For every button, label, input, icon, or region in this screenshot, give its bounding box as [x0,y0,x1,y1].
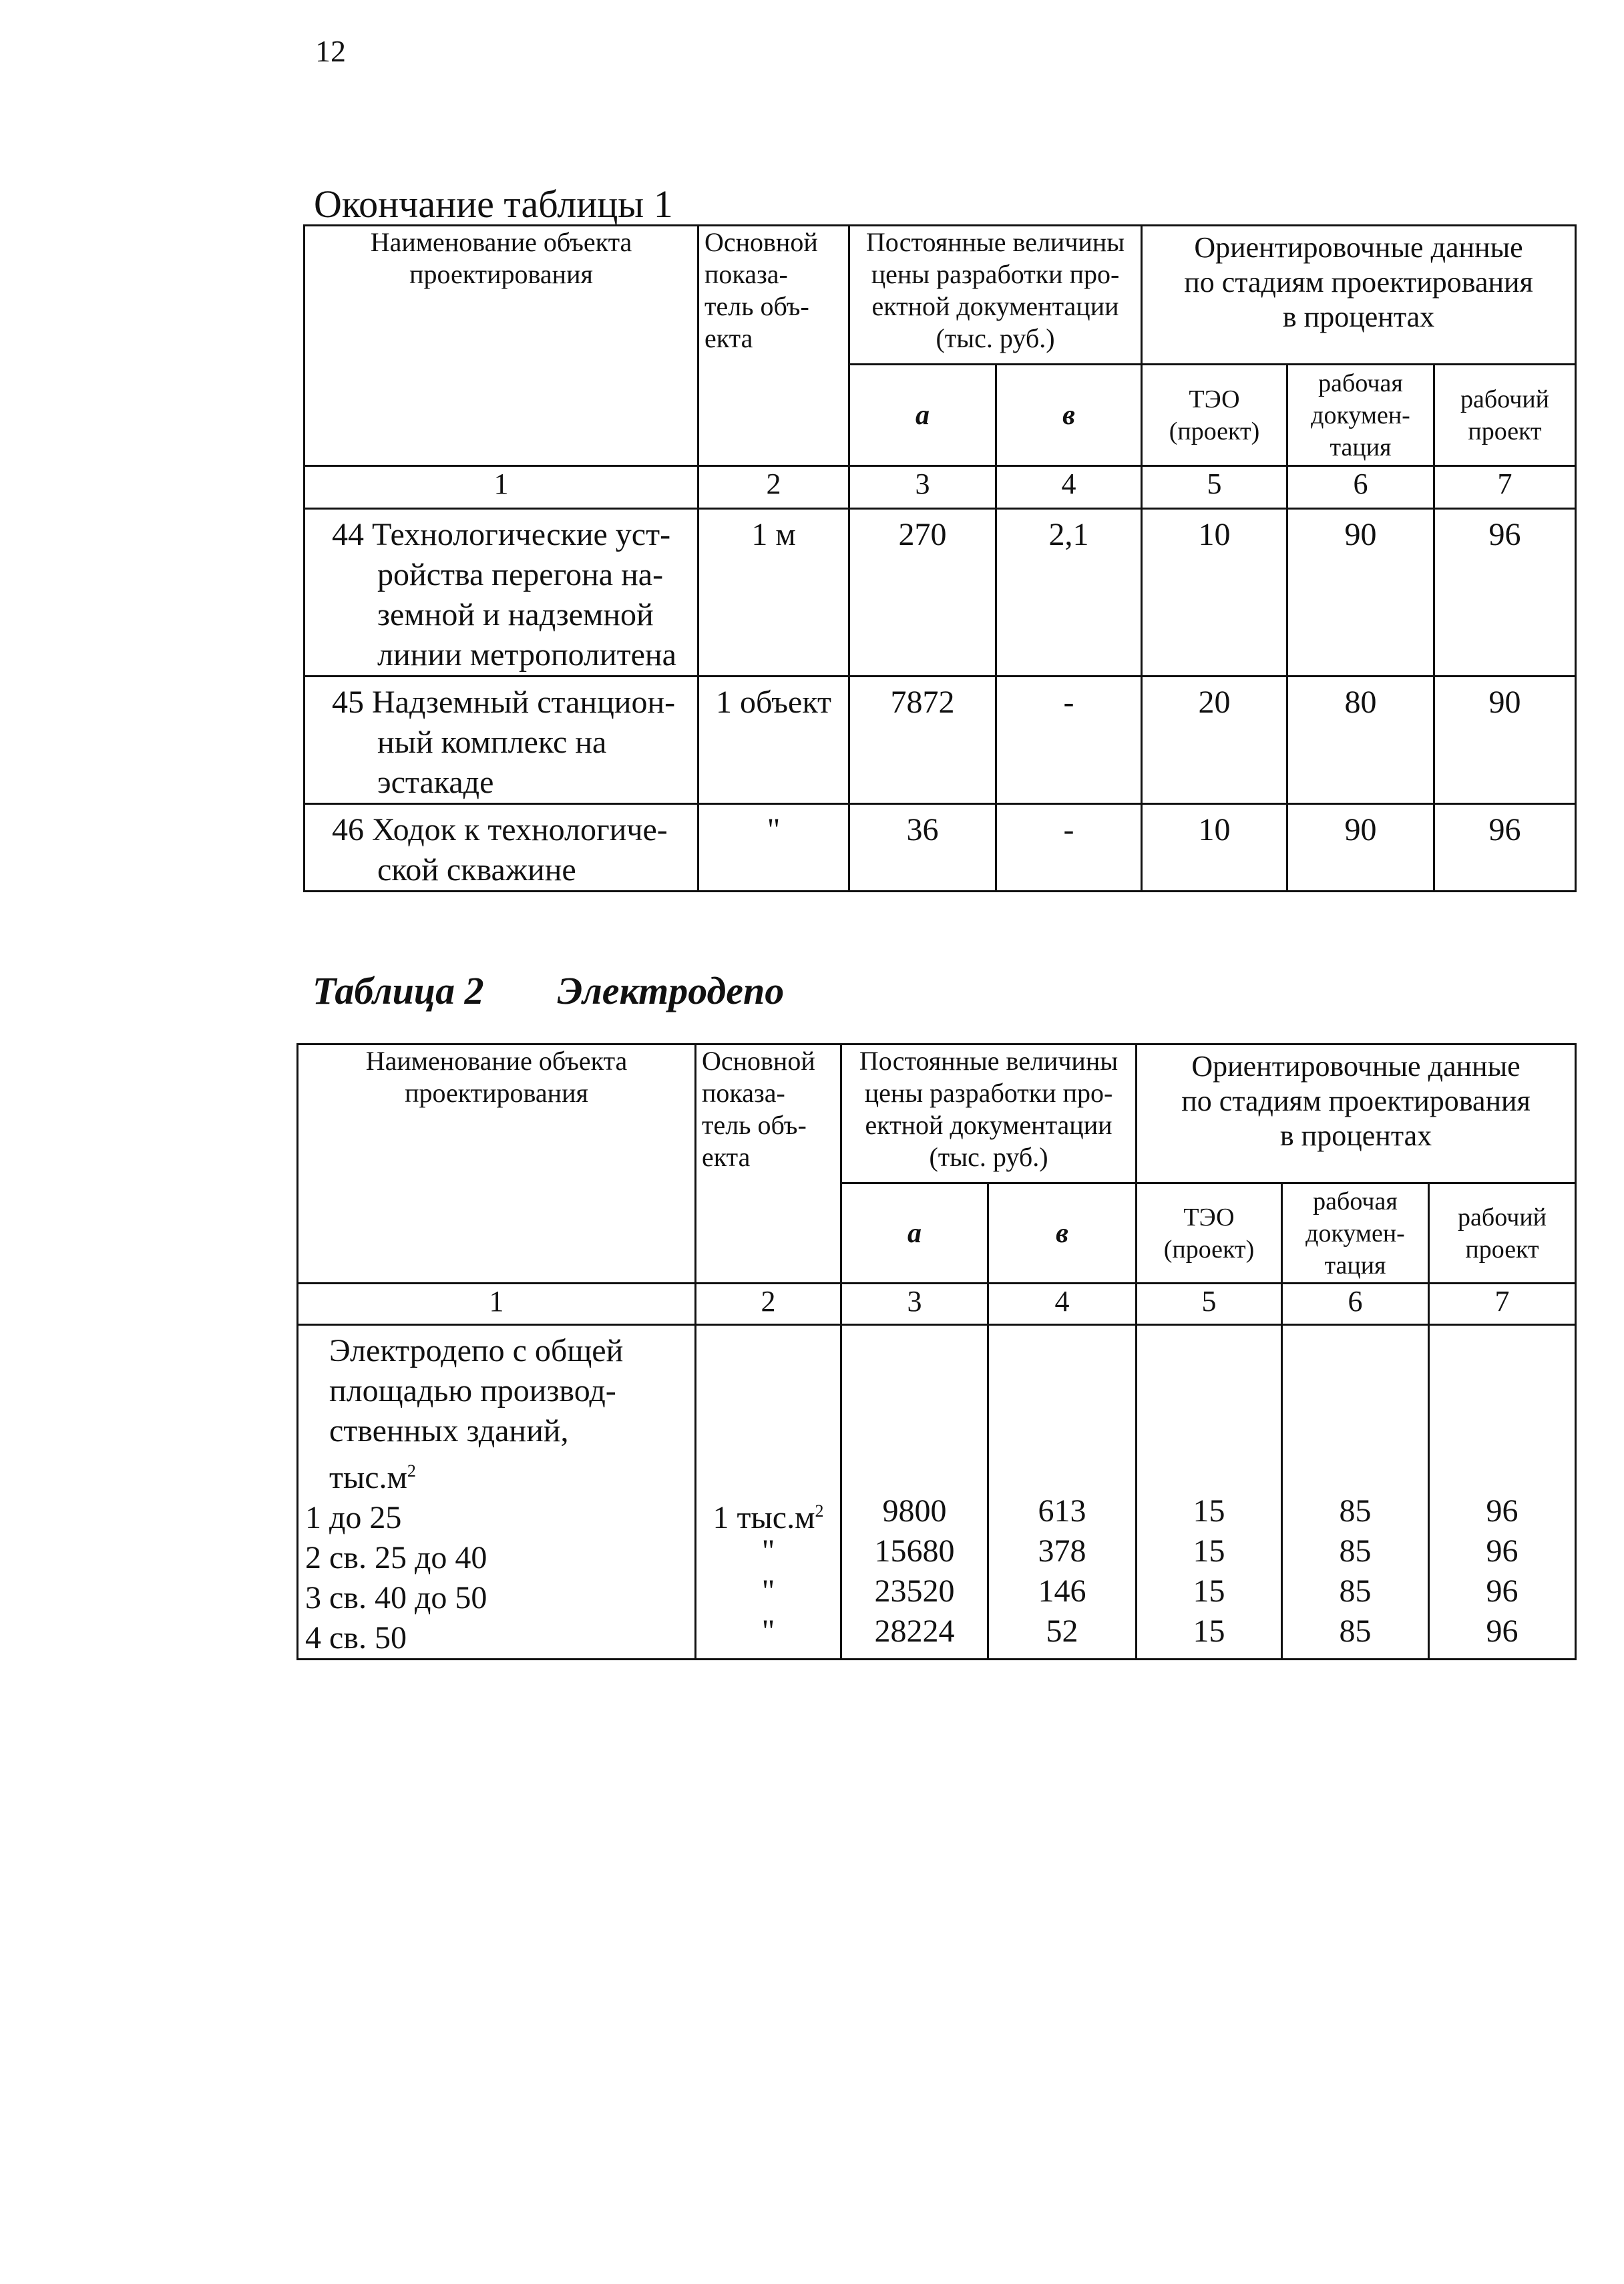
t1-column-numbers [304,466,1576,509]
col-number: 4 [988,1284,1137,1325]
list-item: 2 св. 25 до 40 [305,1540,487,1575]
row-a: 36 [849,804,996,892]
t2-names [298,1325,696,1660]
table1 [303,224,1577,892]
row-project: 90 [1434,677,1576,804]
t1-header-b: в [996,365,1142,466]
col-number: 1 [304,466,698,509]
t1-header-teo: ТЭО (проект) [1142,365,1287,466]
list-item: 4 св. 50 [305,1620,407,1656]
t2-header-a: а [841,1183,988,1284]
t1-header-a: а [849,365,996,466]
t2-col-project: 96 96 96 96 [1429,1325,1576,1660]
t2-col-teo: 15 15 15 15 [1137,1325,1282,1660]
col-number: 2 [696,1284,841,1325]
t1-header-const-values: Постоянные величины цены разработки про- ектной документации (тыс. руб.) [849,226,1142,365]
row-name: 44 Технологические уст- ройства перегона на- земной и надземной линии метрополитена [304,509,698,677]
row-b: - [996,677,1142,804]
col-number: 5 [1137,1284,1282,1325]
col-number: 4 [996,466,1142,509]
t2-col-a: 9800 15680 23520 28224 [841,1325,988,1660]
t1-header-stages: Ориентировочные данные по стадиям проектирования в процентах [1142,226,1576,365]
t2-col-b: 613 378 146 52 [988,1325,1137,1660]
t1-header-working-doc: рабочая докумен- тация [1287,365,1434,466]
row-doc: 90 [1287,509,1434,677]
t1-header-working-project: рабочий проект [1434,365,1576,466]
table2-label: Таблица 2 [313,969,484,1012]
table2-caption [313,968,784,1013]
row-name: 46 Ходок к технологиче- ской скважине [304,804,698,892]
col-number: 5 [1142,466,1287,509]
group-title: Электродепо с общей площадью производ- ственных зданий, $тыс.м^2$ [329,1333,624,1495]
row-indicator: 1 объект [698,677,849,804]
t2-header-name: Наименование объекта проектирования [298,1044,696,1284]
row-project: 96 [1434,509,1576,677]
t1-header-name: Наименование объекта проектирования [304,226,698,466]
table2-title: Электродепо [557,969,785,1012]
row-doc: 90 [1287,804,1434,892]
t2-header-b: в [988,1183,1137,1284]
row-b: - [996,804,1142,892]
table1-caption: Окончание таблицы 1 [314,182,673,226]
col-number: 1 [298,1284,696,1325]
row-indicator: " [698,804,849,892]
table-row [304,677,1576,804]
list-item: 1 до 25 [305,1500,402,1535]
col-number: 2 [698,466,849,509]
t2-header-stages: Ориентировочные данные по стадиям проектирования в процентах [1137,1044,1576,1183]
page-number: 12 [315,34,346,68]
row-project: 96 [1434,804,1576,892]
t1-header-indicator: Основной показа- тель объ- екта [698,226,849,466]
table-row [304,804,1576,892]
col-number: 7 [1434,466,1576,509]
row-name: 45 Надземный станцион- ный комплекс на эстакаде [304,677,698,804]
t2-header-working-project: рабочий проект [1429,1183,1576,1284]
col-number: 6 [1287,466,1434,509]
row-indicator: 1 м [698,509,849,677]
t2-col-doc: 85 85 85 85 [1282,1325,1429,1660]
row-teo: 20 [1142,677,1287,804]
t2-header-working-doc: рабочая докумен- тация [1282,1183,1429,1284]
t2-indicators: 1 $тыс.м^2$ " " " [696,1325,841,1660]
t2-header-teo: ТЭО (проект) [1137,1183,1282,1284]
row-teo: 10 [1142,804,1287,892]
table-row [304,509,1576,677]
t2-header-indicator: Основной показа- тель объ- екта [696,1044,841,1284]
list-item: 3 св. 40 до 50 [305,1580,487,1615]
t2-column-numbers [298,1284,1576,1325]
col-number: 3 [841,1284,988,1325]
row-teo: 10 [1142,509,1287,677]
row-a: 270 [849,509,996,677]
row-b: 2,1 [996,509,1142,677]
table-body [298,1325,1576,1660]
table2 [296,1043,1577,1660]
col-number: 7 [1429,1284,1576,1325]
t2-header-const-values: Постоянные величины цены разработки про- ектной документации (тыс. руб.) [841,1044,1137,1183]
col-number: 6 [1282,1284,1429,1325]
col-number: 3 [849,466,996,509]
row-a: 7872 [849,677,996,804]
row-doc: 80 [1287,677,1434,804]
